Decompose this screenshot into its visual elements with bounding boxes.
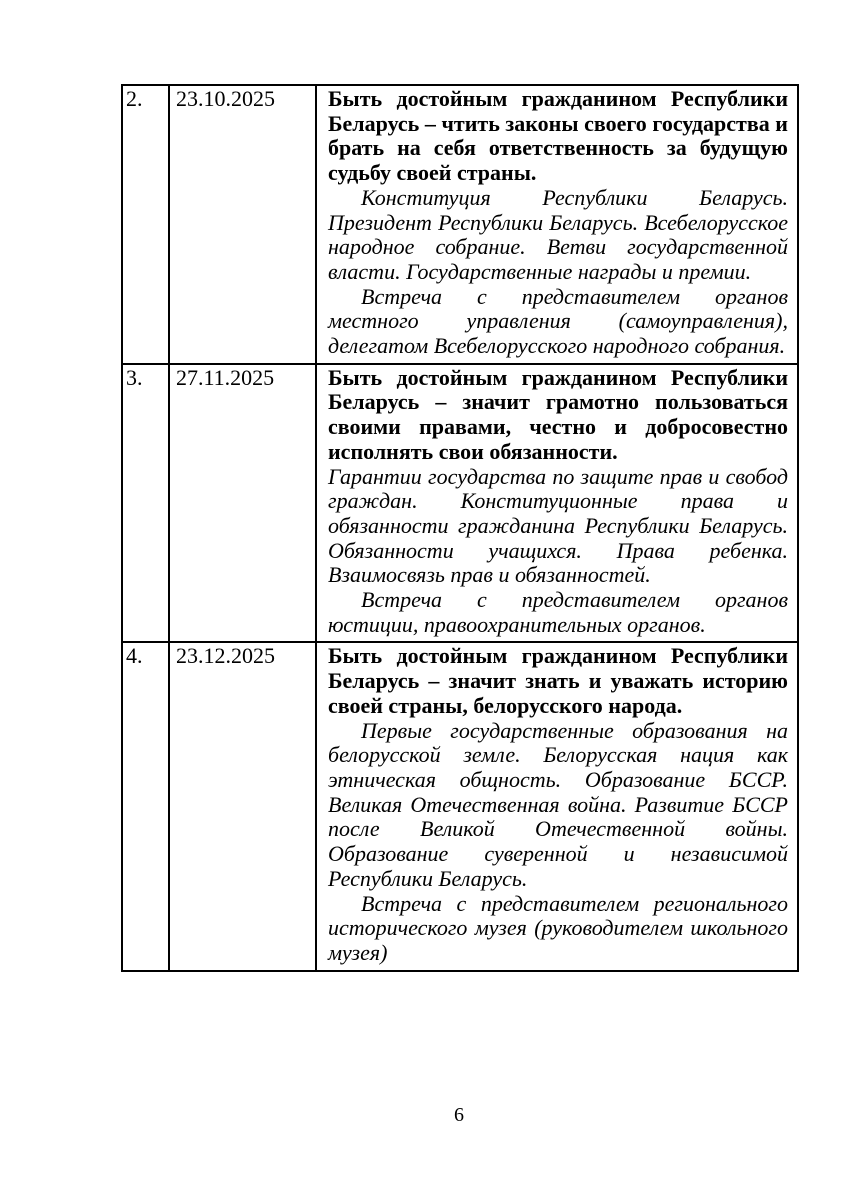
table-row bbox=[122, 364, 798, 643]
topic-paragraph: Встреча с представителем регионального исторического музея (руководителем школьного музея) bbox=[328, 890, 788, 965]
page-number: 6 bbox=[454, 1104, 464, 1126]
table-row bbox=[122, 642, 798, 970]
topic-paragraph: Встреча с представителем органов юстиции, правоохранительных органов. bbox=[328, 587, 788, 637]
topic-paragraph: Первые государственные образования на белорусской земле. Белорусская нация как этническая общность. Образование БССР. Великая Отечественная война. Развитие БССР после Великой Отечественной войны. Образование суверенной и независимой Республики Беларусь. bbox=[328, 717, 788, 891]
topic-paragraph: Конституция Республики Беларусь. Президент Республики Беларусь. Всебелорусское народное собрание. Ветви государственной власти. Государственные награды и премии. bbox=[328, 184, 788, 284]
topic-title: Быть достойным гражданином Республики Беларусь – значит грамотно пользоваться своими правами, честно и добросовестно исполнять свои обязанности. bbox=[328, 364, 788, 464]
row-date-cell: 23.10.2025 bbox=[169, 85, 316, 364]
topic-paragraph: Встреча с представителем органов местного управления (самоуправления), делегатом Всебелорусского народного собрания. bbox=[328, 283, 788, 359]
row-number-cell: 3. bbox=[122, 364, 169, 643]
topic-paragraph: Гарантии государства по защите прав и свобод граждан. Конституционные права и обязанности гражданина Республики Беларусь. Обязанности учащихся. Права ребенка. Взаимосвязь прав и обязанностей. bbox=[328, 463, 788, 588]
row-date-cell: 27.11.2025 bbox=[169, 364, 316, 643]
table-row bbox=[122, 85, 798, 364]
row-topic-cell bbox=[316, 364, 798, 643]
row-date-cell: 23.12.2025 bbox=[169, 642, 316, 970]
topic-title: Быть достойным гражданином Республики Беларусь – чтить законы своего государства и брать на себя ответственность за будущую судьбу своей страны. bbox=[328, 86, 788, 186]
row-number-cell: 2. bbox=[122, 85, 169, 364]
row-topic-cell bbox=[316, 85, 798, 364]
topic-title: Быть достойным гражданином Республики Беларусь – значит знать и уважать историю своей страны, белорусского народа. bbox=[328, 643, 788, 718]
row-number-cell: 4. bbox=[122, 642, 169, 970]
row-topic-cell bbox=[316, 642, 798, 970]
schedule-table bbox=[121, 84, 799, 972]
